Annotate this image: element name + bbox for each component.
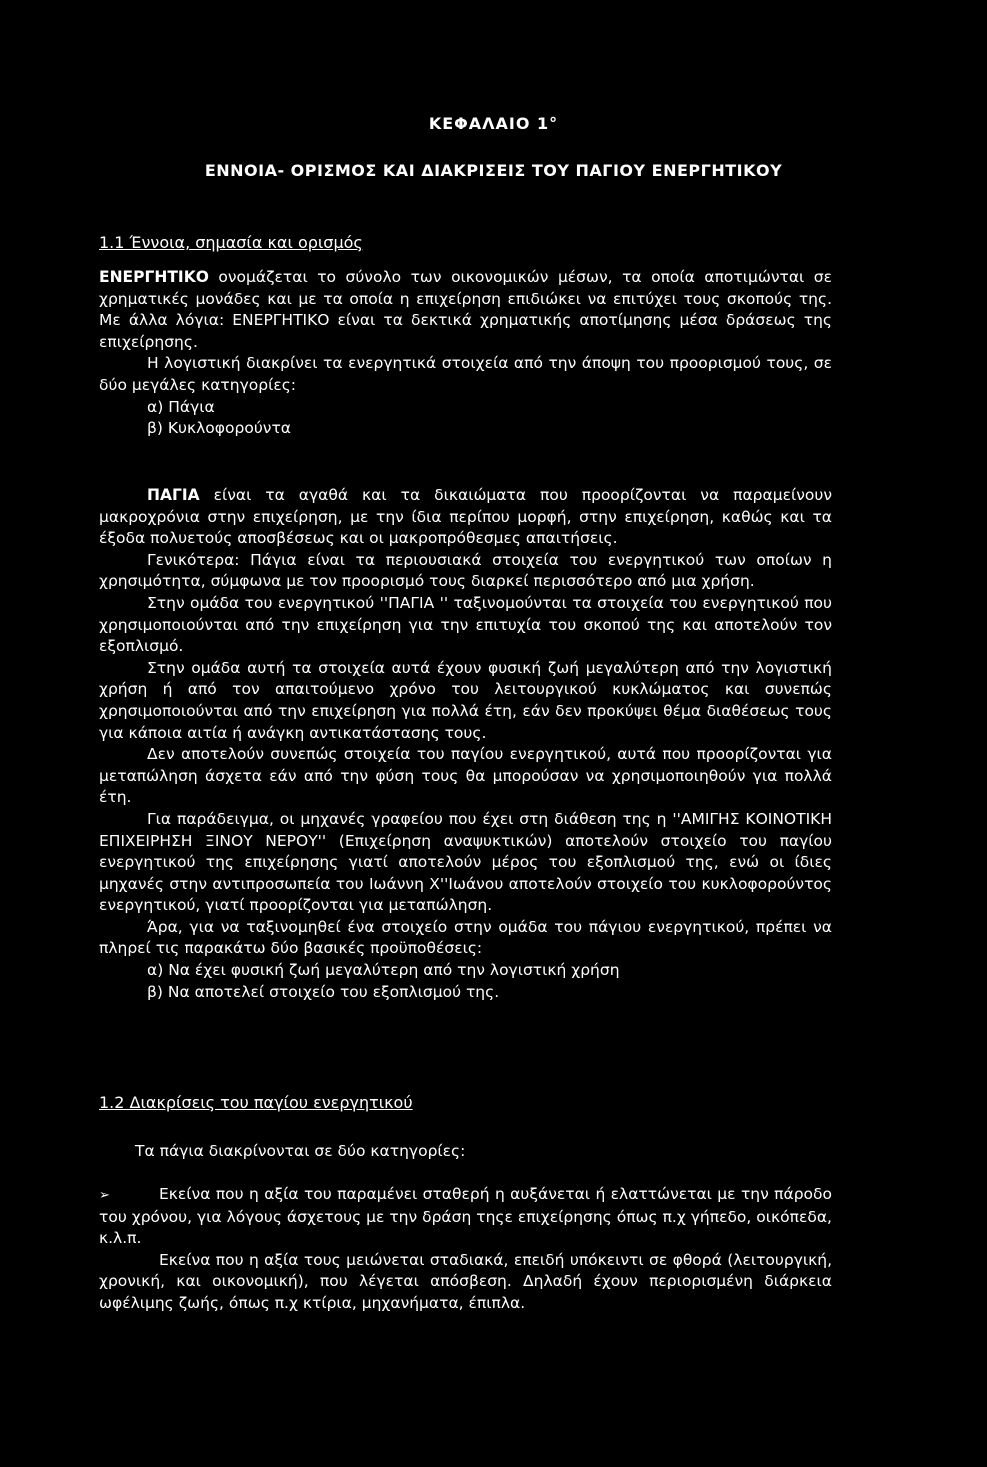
chapter-title: ΚΕΦΑΛΑΙΟ 1°	[428, 114, 559, 133]
list-item-fthora: Εκείνα που η αξία τους μειώνεται σταδιακά, επειδή υπόκειντι σε φθορά (λειτουργική, χρονική, και οικονομική), που λέγεται απόσβεση. Δηλαδή έχουν περιορισμένη διάρκεια ωφέλιμης ζωής, όπως π.χ κτίρια, μηχανήματα, έπιπλα.	[99, 1250, 832, 1312]
paragraph-pagia-definition	[99, 485, 832, 550]
list-item-stathera	[99, 1184, 832, 1250]
list-item-pagia: α) Πάγια	[147, 397, 215, 416]
list-item-text: Εκείνα που η αξία του παραμένει σταθερή η αυξάνεται ή ελαττώνεται με την πάροδο του χρόνου, για λόγους άσχετους με την δράση τηςε επιχείρησης όπως π.χ γήπεδο, οικόπεδα, κ.λ.π.	[99, 1185, 832, 1248]
term-pagia: ΠΑΓΙΑ	[147, 486, 200, 504]
section-1-2-intro	[99, 1141, 832, 1163]
chapter-subtitle: ΕΝΝΟΙΑ- ΟΡΙΣΜΟΣ ΚΑΙ ΔΙΑΚΡΙΣΕΙΣ ΤΟΥ ΠΑΓΙΟΥ ΕΝΕΡΓΗΤΙΚΟΥ	[204, 161, 783, 180]
term-energitiko: ΕΝΕΡΓΗΤΙΚΟ	[99, 268, 209, 286]
paragraph-genikotera: Γενικότερα: Πάγια είναι τα περιουσιακά στοιχεία του ενεργητικού των οποίων η χρησιμότητα, σύμφωνα με τον προορισμό τους διαρκεί περισσότερο από μια χρήση.	[99, 550, 832, 591]
paragraph-energitiko-definition	[99, 267, 832, 353]
paragraph-metapolisi: Δεν αποτελούν συνεπώς στοιχεία του παγίου ενεργητικού, αυτά που προορίζονται για μεταπώληση άσχετα εάν από την φύση τους θα μπορούσαν να χρησιμοποιηθούν για πολλά έτη.	[99, 745, 832, 807]
paragraph-text: ονομάζεται το σύνολο των οικονομικών μέσων, τα οποία αποτιμώνται σε χρηματικές μονάδες και με τα οποία η επιχείρηση επιδιώκει να επιτύχει τους σκοπούς της. Με άλλα λόγια: ΕΝΕΡΓΗΤΙΚΟ είναι τα δεκτικά χρηματικής αποτίμησης μέσα δράσεως της επιχείρησης.	[99, 268, 832, 351]
condition-a: α) Να έχει φυσική ζωή μεγαλύτερη από την λογιστική χρήση	[147, 961, 620, 980]
section-1-1-pagia-body	[99, 485, 832, 1003]
arrow-bullet-icon: ➢	[99, 1188, 110, 1203]
paragraph-paradeigma: Για παράδειγμα, οι μηχανές γραφείου που έχει στη διάθεση της η ''ΑΜΙΓΗΣ ΚΟΙΝΟΤΙΚΗ ΕΠΙΧΕΙΡΗΣΗ ΞΙΝΟΥ ΝΕΡΟΥ'' (Επιχείρηση αναψυκτικών) αποτελούν στοιχείο του παγίου ενεργητικού της επιχείρησης γιατί αποτελούν μέρος του εξοπλισμού της, ενώ οι ίδιες μηχανές στην αντιπροσωπεία του Ιωάννη Χ''Ιωάνου αποτελούν στοιχείο του κυκλοφορούντος ενεργητικού, γιατί προορίζονται για μεταπώληση.	[99, 809, 832, 915]
paragraph-text: είναι τα αγαθά και τα δικαιώματα που προορίζονται να παραμείνουν μακροχρόνια στην επιχείρηση, με την ίδια περίπου μορφή, στην επιχείρηση, καθώς και τα έξοδα πολυετούς αποσβέσεως και οι μακροπρόθεσμες απαιτήσεις.	[99, 486, 832, 548]
paragraph-categories-intro: Η λογιστική διακρίνει τα ενεργητικά στοιχεία από την άποψη του προορισμού τους, σε δύο μεγάλες κατηγορίες:	[99, 354, 832, 394]
section-heading-1-1: 1.1 Έννοια, σημασία και ορισμός	[99, 233, 363, 252]
section-1-1-body	[99, 267, 832, 440]
paragraph-proypotheseis: Άρα, για να ταξινομηθεί ένα στοιχείο στην ομάδα του πάγιου ενεργητικού, πρέπει να πληρεί τις παρακάτω δύο βασικές προϋποθέσεις:	[99, 917, 832, 958]
list-item-kykloforounta: β) Κυκλοφορούντα	[147, 419, 291, 438]
paragraph-omada-pagia: Στην ομάδα του ενεργητικού ''ΠΑΓΙΑ '' ταξινομούνται τα στοιχεία του ενεργητικού που χρησιμοποιούνται από την επιχείρηση για την επιτυχία του σκοπού της και αποτελούν τον εξοπλισμό.	[99, 593, 832, 656]
section-heading-1-2: 1.2 Διακρίσεις του παγίου ενεργητικού	[99, 1093, 413, 1112]
paragraph-intro: Τα πάγια διακρίνονται σε δύο κατηγορίες:	[135, 1142, 466, 1160]
condition-b: β) Να αποτελεί στοιχείο του εξοπλισμού της.	[147, 982, 500, 1001]
section-1-2-items	[99, 1184, 832, 1315]
paragraph-fysiki-zoi: Στην ομάδα αυτή τα στοιχεία αυτά έχουν φυσική ζωή μεγαλύτερη από την λογιστική χρήση ή από τον απαιτούμενο χρόνο του λειτουργικού κυκλώματος και συνεπώς χρησιμοποιούνται από την επιχείρηση για πολλά έτη, εάν δεν προκύψει θέμα διαθέσεως τους για κάποια αιτία ή ανάγκη αντικατάστασης τους.	[99, 658, 832, 742]
